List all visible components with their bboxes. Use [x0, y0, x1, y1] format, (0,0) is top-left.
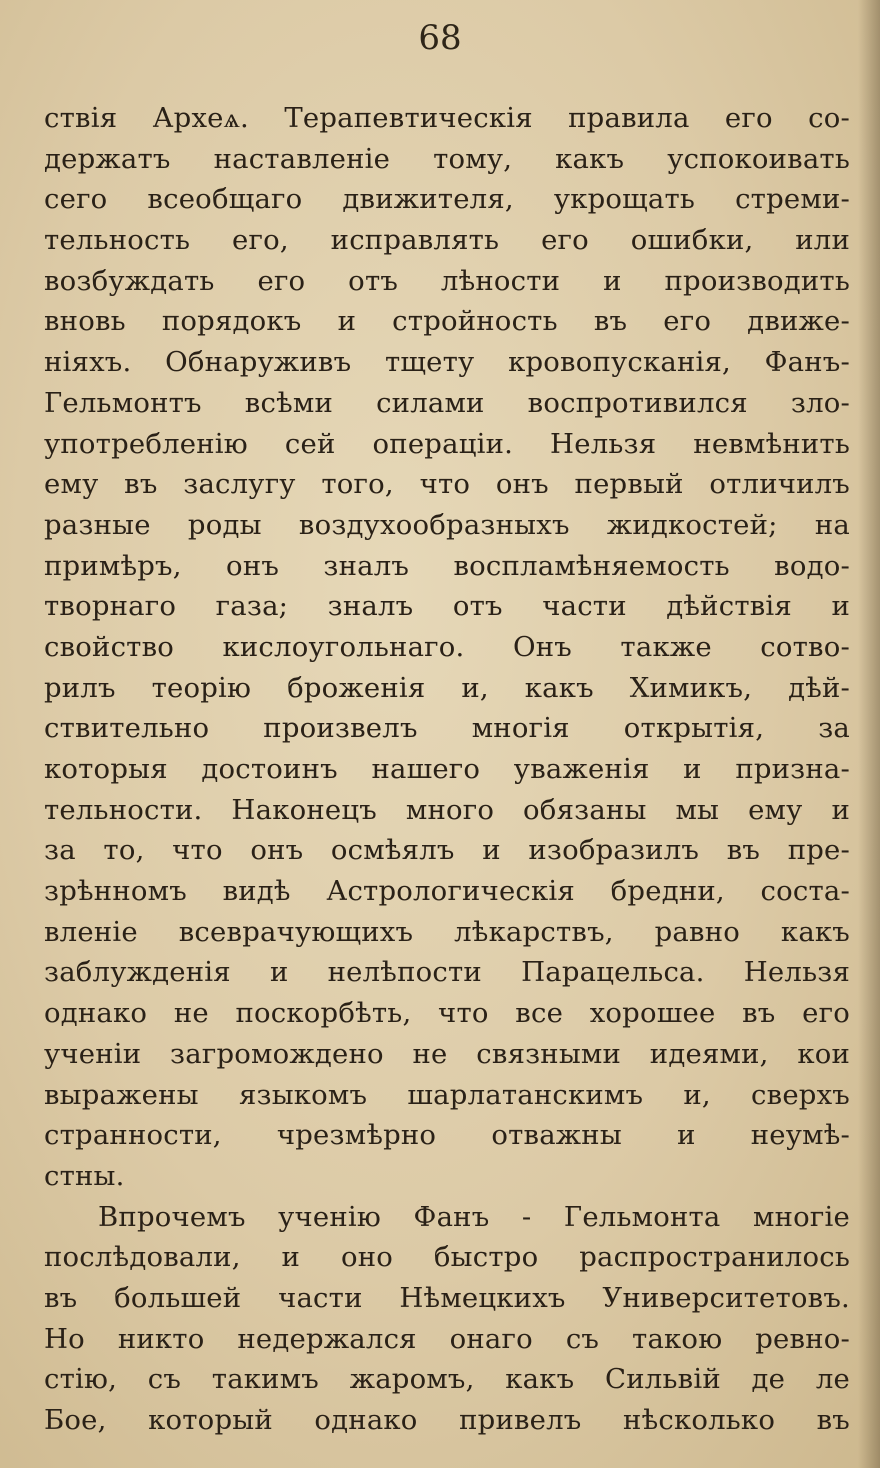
text-line: ему въ заслугу того, что онъ первый отличилъ [44, 468, 850, 501]
text-line: странности, чрезмѣрно отважны и неумѣ- [44, 1119, 850, 1152]
text-body [44, 98, 850, 1441]
text-line: выражены языкомъ шарлатанскимъ и, сверхъ [44, 1078, 850, 1111]
text-line: вленіе всеврачующихъ лѣкарствъ, равно какъ [44, 915, 850, 948]
text-line: заблужденія и нелѣпости Парацельса. Нельзя [44, 956, 850, 989]
text-line: однако не поскорбѣть, что все хорошее въ его [44, 997, 850, 1030]
text-line: въ большей части Нѣмецкихъ Университетовъ. [44, 1281, 850, 1314]
page-number: 68 [418, 18, 462, 58]
text-line: употребленію сей операціи. Нельзя невмѣнить [44, 427, 850, 460]
text-line: зрѣнномъ видѣ Астрологическія бредни, соста- [44, 875, 850, 908]
text-line: ствительно произвелъ многія открытія, за [44, 712, 850, 745]
text-line: за то, что онъ осмѣялъ и изобразилъ въ пре- [44, 834, 850, 867]
text-line: творнаго газа; зналъ отъ части дѣйствія и [44, 590, 850, 623]
text-line: Бое, который однако привелъ нѣсколько въ [44, 1404, 850, 1436]
text-line: тельность его, исправлять его ошибки, или [44, 224, 850, 257]
text-line: Но никто недержался онаго съ такою ревно- [44, 1322, 850, 1355]
text-line: разные роды воздухообразныхъ жидкостей; на [44, 508, 850, 541]
text-line: примѣръ, онъ зналъ воспламѣняемость водо- [44, 549, 850, 582]
text-line: Гельмонтъ всѣми силами воспротивился зло- [44, 386, 850, 419]
paragraph-end-line: стны. [44, 1159, 125, 1192]
text-line: возбуждать его отъ лѣности и производить [44, 264, 850, 297]
text-line: стію, съ такимъ жаромъ, какъ Сильвій де ле [44, 1363, 850, 1396]
text-line: сего всеобщаго движителя, укрощать стреми- [44, 183, 850, 216]
text-line: ученіи загромождено не связными идеями, кои [44, 1037, 850, 1070]
text-line: свойство кислоугольнаго. Онъ также сотво- [44, 630, 850, 663]
text-line: ствія Археѧ. Терапевтическія правила его со- [44, 102, 850, 134]
paragraph-start-line: Впрочемъ ученію Фанъ - Гельмонта многіе [98, 1200, 850, 1233]
text-line: которыя достоинъ нашего уваженія и призна- [44, 753, 850, 785]
text-line: послѣдовали, и оно быстро распространилось [44, 1241, 850, 1274]
text-line: ніяхъ. Обнаруживъ тщету кровопусканія, Фанъ- [44, 346, 850, 379]
text-line: вновь порядокъ и стройность въ его движе- [44, 305, 850, 338]
text-line: рилъ теорію броженія и, какъ Химикъ, дѣй- [44, 671, 850, 704]
text-line: держатъ наставленіе тому, какъ успокоивать [44, 142, 850, 175]
text-line: тельности. Наконецъ много обязаны мы ему и [44, 793, 850, 826]
